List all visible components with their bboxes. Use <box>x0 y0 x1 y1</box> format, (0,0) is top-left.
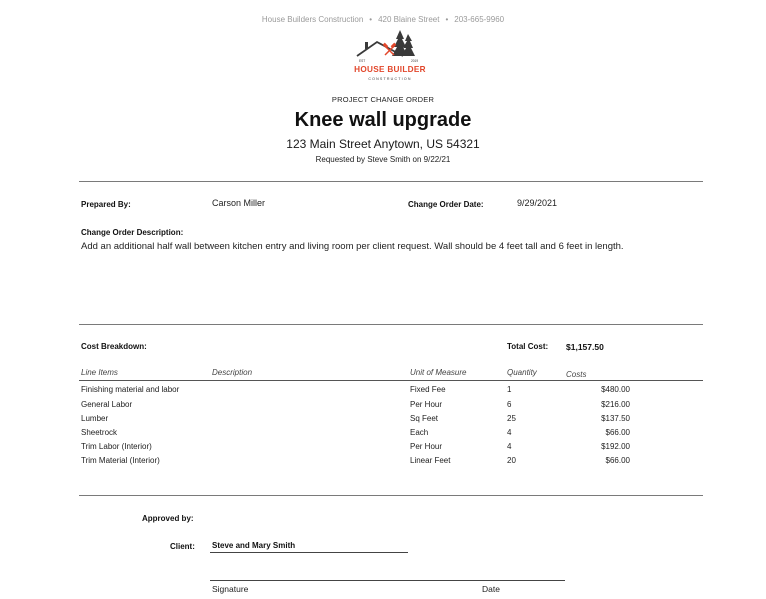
total-cost-label: Total Cost: <box>507 342 549 351</box>
description-text: Add an additional half wall between kitchen entry and living room per client request. Wall should be 4 feet tall and 6 feet in length. <box>81 241 624 252</box>
client-name: Steve and Mary Smith <box>212 541 296 550</box>
description-label: Change Order Description: <box>81 228 184 237</box>
row-unit: Per Hour <box>410 400 443 409</box>
divider <box>79 181 703 182</box>
logo-est-right: 2019 <box>411 59 419 63</box>
row-cost: $66.00 <box>605 428 630 437</box>
row-unit: Per Hour <box>410 442 443 451</box>
row-quantity: 4 <box>507 442 512 451</box>
house-logo-icon <box>345 30 435 84</box>
row-cost: $192.00 <box>601 442 630 451</box>
change-order-date-value: 9/29/2021 <box>517 198 558 208</box>
col-header-costs: Costs <box>566 370 587 379</box>
row-unit: Sq Feet <box>410 414 439 423</box>
row-cost: $66.00 <box>605 456 630 465</box>
prepared-by-label: Prepared By: <box>81 200 131 209</box>
row-cost: $480.00 <box>601 385 630 394</box>
row-item: Finishing material and labor <box>81 385 180 394</box>
company-contact-line <box>0 15 766 24</box>
row-unit: Linear Feet <box>410 456 451 465</box>
row-quantity: 25 <box>507 414 516 423</box>
signature-label: Signature <box>212 584 249 594</box>
client-name-line <box>210 552 408 553</box>
client-label: Client: <box>170 542 195 551</box>
requested-by: Requested by Steve Smith on 9/22/21 <box>315 155 451 164</box>
change-order-date-label: Change Order Date: <box>408 200 484 209</box>
row-item: Trim Material (Interior) <box>81 456 160 465</box>
cost-breakdown-label: Cost Breakdown: <box>81 342 147 351</box>
separator: • <box>445 15 449 24</box>
logo-subtitle: CONSTRUCTION <box>368 77 412 81</box>
company-phone: 203-665-9960 <box>454 15 505 24</box>
row-item: General Labor <box>81 400 133 409</box>
divider <box>79 324 703 325</box>
row-cost: $216.00 <box>601 400 630 409</box>
approved-by-label: Approved by: <box>142 514 194 523</box>
divider <box>79 495 703 496</box>
total-cost-value: $1,157.50 <box>566 342 604 352</box>
col-header-description: Description <box>212 368 253 377</box>
row-quantity: 4 <box>507 428 512 437</box>
row-quantity: 1 <box>507 385 512 394</box>
prepared-by-value: Carson Miller <box>212 198 266 208</box>
company-name: House Builders Construction <box>261 15 364 24</box>
row-item: Trim Labor (Interior) <box>81 442 152 451</box>
doc-kicker: PROJECT CHANGE ORDER <box>331 95 435 104</box>
row-cost: $137.50 <box>601 414 630 423</box>
signature-line[interactable] <box>210 580 565 581</box>
row-item: Sheetrock <box>81 428 118 437</box>
row-unit: Each <box>410 428 429 437</box>
col-header-unit: Unit of Measure <box>410 368 467 377</box>
row-quantity: 6 <box>507 400 512 409</box>
col-header-quantity: Quantity <box>507 368 537 377</box>
col-header-items: Line Items <box>81 368 118 377</box>
table-header-rule <box>79 380 703 381</box>
separator: • <box>369 15 373 24</box>
company-address: 420 Blaine Street <box>378 15 440 24</box>
logo-est-left: EST <box>359 59 366 63</box>
page-title: Knee wall upgrade <box>294 109 472 131</box>
row-quantity: 20 <box>507 456 516 465</box>
company-logo <box>345 30 435 84</box>
date-label: Date <box>482 584 500 594</box>
logo-name: HOUSE BUILDER <box>354 65 426 74</box>
project-address: 123 Main Street Anytown, US 54321 <box>286 137 480 151</box>
row-unit: Fixed Fee <box>410 385 446 394</box>
row-item: Lumber <box>81 414 109 423</box>
